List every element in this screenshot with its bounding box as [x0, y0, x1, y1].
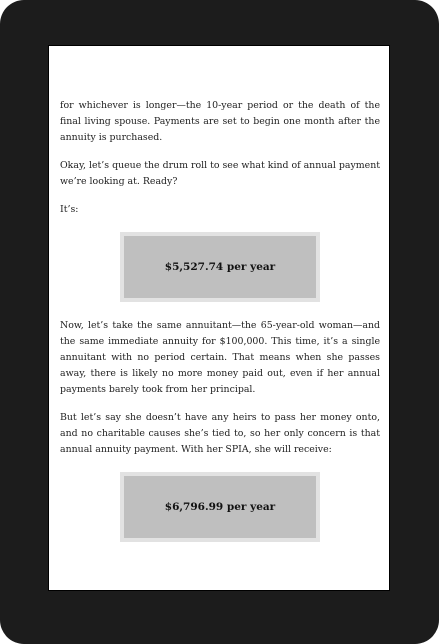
payment-callout-2: $6,796.99 per year [120, 472, 320, 542]
page-content [60, 98, 380, 558]
reader-page[interactable] [48, 45, 390, 591]
paragraph-annuity-term: for whichever is longer—the 10-year period or the death of the final living spouse. Payments are set to begin one month after the annuity is purchased. [60, 100, 380, 143]
payment-callout-2-wrap [60, 472, 380, 542]
paragraph-single-annuitant: Now, let’s take the same annuitant—the 65-year-old woman—and the same immediate annuity for $100,000. This time, it’s a single annuitant with no period certain. That means when she passes away, there is likely no more money paid out, even if her annual payments barely took from her principal. [60, 320, 380, 395]
paragraph-its: It’s: [60, 204, 79, 215]
paragraph-drum-roll: Okay, let’s queue the drum roll to see what kind of annual payment we’re looking at. Ready? [60, 160, 380, 187]
payment-callout-1: $5,527.74 per year [120, 232, 320, 302]
payment-callout-1-wrap [60, 232, 380, 302]
paragraph-no-heirs: But let’s say she doesn’t have any heirs to pass her money onto, and no charitable causes she’s tied to, so her only concern is that annual annuity payment. With her SPIA, she will receive: [60, 412, 380, 455]
